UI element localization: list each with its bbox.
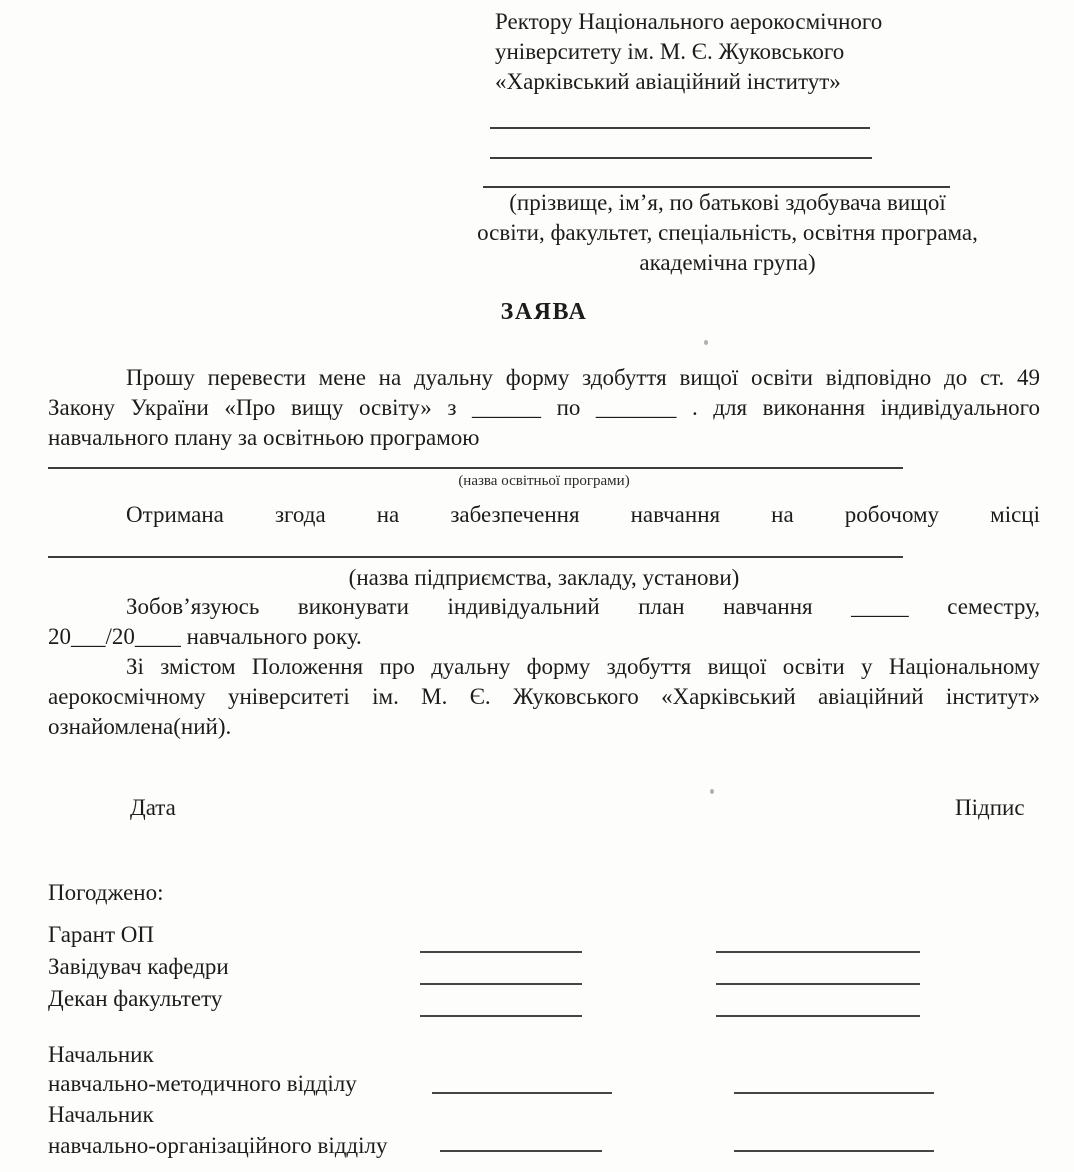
paragraph-line: Зі змістом Положення про дуальну форму здобуття вищої освіти у Національному (126, 654, 1040, 679)
addressee-block (495, 7, 955, 97)
paragraph-line: аерокосмічному університеті ім. М. Є. Жуковського «Харківський авіаційний інститут» (48, 684, 1040, 709)
acknowledgement-paragraph (48, 652, 1040, 742)
approval-row-label: навчально-організаційного відділу (48, 1133, 388, 1158)
enterprise-blank-line (48, 556, 903, 558)
applicant-blank-line (490, 127, 870, 129)
paragraph-line: навчального плану за освітньою програмою (48, 425, 480, 450)
paragraph-line: Зобов’язуюсь виконувати індивідуальний план навчання _____ семестру, (126, 594, 1040, 619)
signature-line (420, 951, 582, 953)
signature-line (420, 1015, 582, 1017)
signature-label: Підпис (955, 795, 1025, 820)
program-blank-line (48, 467, 903, 469)
paragraph-line: ознайомлена(ний). (48, 714, 232, 739)
approval-row-label: Завідувач кафедри (48, 954, 229, 979)
addressee-line: університету ім. М. Є. Жуковського (495, 39, 845, 64)
applicant-blank-line (490, 157, 872, 159)
approval-row-label: Начальник (48, 1102, 154, 1127)
program-caption: (назва освітньої програми) (458, 473, 630, 489)
signature-line (734, 1150, 934, 1152)
signature-line (432, 1092, 612, 1094)
paragraph-line: Закону України «Про вищу освіту» з ______ по _______ . для виконання індивідуального (48, 395, 1040, 420)
obligation-paragraph (48, 592, 1040, 652)
approvals-heading: Погоджено: (48, 880, 164, 905)
signature-line (734, 1092, 934, 1094)
addressee-line: Ректору Національного аерокосмічного (495, 9, 883, 34)
addressee-line: «Харківський авіаційний інститут» (495, 69, 841, 94)
paragraph-line: Прошу перевести мене на дуальну форму здобуття вищої освіти відповідно до ст. 49 (126, 365, 1040, 390)
paragraph-line: 20___/20____ навчального року. (48, 624, 362, 649)
applicant-caption (440, 188, 1015, 278)
scan-speck (710, 789, 714, 794)
scan-speck (704, 340, 708, 345)
approval-row-label: навчально-методичного відділу (48, 1071, 357, 1096)
applicant-caption-line: (прізвище, ім’я, по батькові здобувача вищої (509, 190, 946, 215)
signature-line (716, 951, 920, 953)
approval-row-label: Декан факультету (48, 986, 223, 1011)
page-title: ЗАЯВА (500, 299, 588, 325)
applicant-caption-line: освіти, факультет, спеціальність, освітня програма, (477, 220, 978, 245)
approval-row-label: Гарант ОП (48, 922, 154, 947)
signature-line (716, 983, 920, 985)
request-paragraph (48, 363, 1040, 453)
applicant-caption-line: академічна група) (639, 250, 816, 275)
signature-line (716, 1015, 920, 1017)
date-label: Дата (130, 795, 176, 820)
signature-line (440, 1150, 602, 1152)
consent-line: Отримана згода на забезпечення навчання на робочому місці (126, 502, 1040, 527)
enterprise-caption: (назва підприємства, закладу, установи) (348, 565, 740, 590)
approval-row-label: Начальник (48, 1042, 154, 1067)
signature-line (420, 983, 582, 985)
